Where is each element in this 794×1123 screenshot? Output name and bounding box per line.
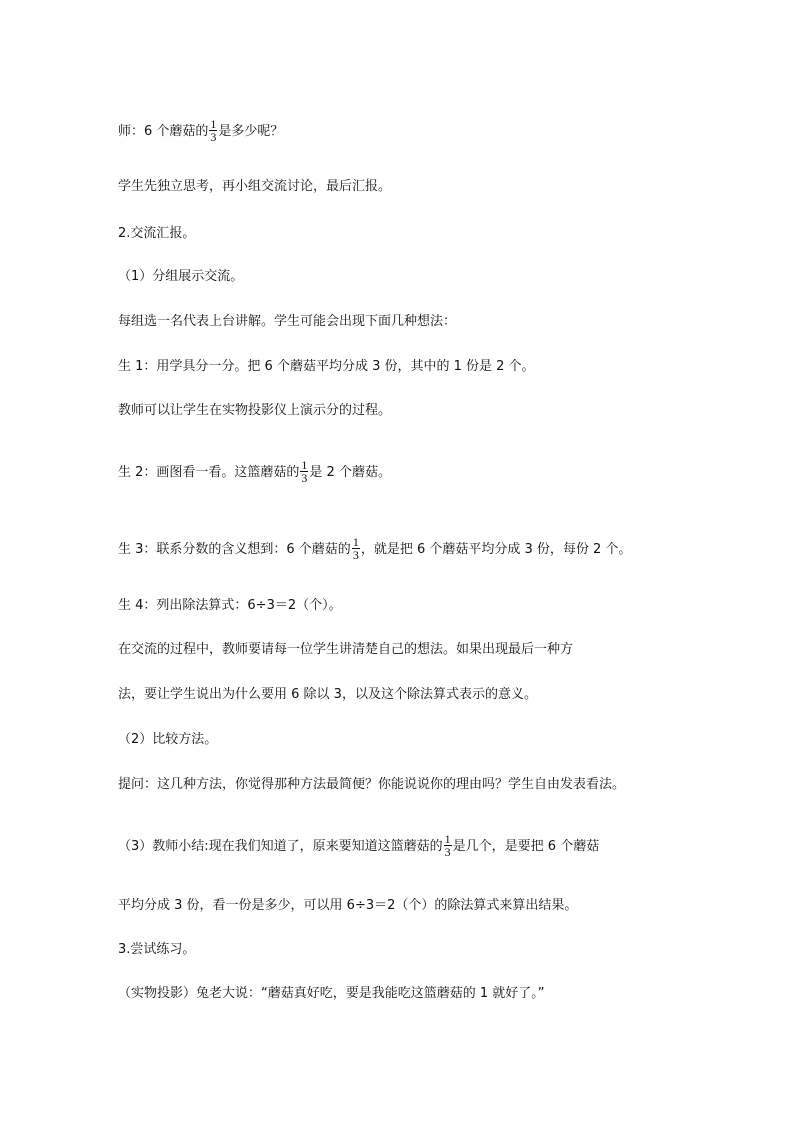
- paragraph-group-representative: 每组选一名代表上台讲解。学生可能会出现下面几种想法：: [118, 314, 457, 329]
- text-segment: （3）教师小结:现在我们知道了，原来要知道这篮蘑菇的: [118, 839, 443, 854]
- paragraph-teacher-question: [118, 119, 283, 144]
- text-segment: 生 2：画图看一看。这篮蘑菇的: [118, 465, 300, 480]
- paragraph-student-4: 生 4：列出除法算式：6÷3＝2（个）。: [118, 598, 342, 613]
- fraction-denominator: 3: [210, 130, 217, 144]
- paragraph-rabbit-says: （实物投影）兔老大说：“蘑菇真好吃，要是我能吃这篮蘑菇的 1 就好了。”: [118, 986, 545, 1001]
- paragraph-projector-demo: 教师可以让学生在实物投影仪上演示分的过程。: [118, 403, 392, 418]
- paragraph-student-2: [118, 460, 391, 485]
- fraction-numerator: 1: [444, 832, 451, 846]
- paragraph-independent-thinking: 学生先独立思考，再小组交流讨论，最后汇报。: [118, 179, 392, 194]
- text-segment: 生 3：联系分数的含义想到：6 个蘑菇的: [118, 542, 351, 557]
- section-heading-report: 2.交流汇报。: [118, 226, 196, 241]
- fraction-denominator: 3: [444, 845, 451, 859]
- fraction-numerator: 1: [352, 535, 359, 549]
- text-segment: 是多少呢？: [218, 124, 284, 139]
- paragraph-question: 提问：这几种方法，你觉得那种方法最简便？你能说说你的理由吗？学生自由发表看法。: [118, 777, 626, 792]
- paragraph-exchange-process: 在交流的过程中，教师要请每一位学生讲清楚自己的想法。如果出现最后一种方: [118, 642, 574, 657]
- paragraph-teacher-summary: [118, 834, 599, 859]
- fraction-one-third: [444, 833, 452, 858]
- paragraph-student-3: [118, 537, 631, 562]
- text-segment: ，就是把 6 个蘑菇平均分成 3 份，每份 2 个。: [360, 542, 632, 557]
- paragraph-exchange-process-cont: 法，要让学生说出为什么要用 6 除以 3，以及这个除法算式表示的意义。: [118, 687, 537, 702]
- fraction-denominator: 3: [301, 471, 308, 485]
- text-segment: 是 2 个蘑菇。: [309, 465, 391, 480]
- fraction-one-third: [352, 536, 360, 561]
- subheading-group-share: （1）分组展示交流。: [118, 269, 244, 284]
- fraction-one-third: [300, 459, 308, 484]
- fraction-denominator: 3: [352, 548, 359, 562]
- fraction-numerator: 1: [301, 458, 308, 472]
- section-heading-practice: 3.尝试练习。: [118, 942, 196, 957]
- text-segment: 师：6 个蘑菇的: [118, 124, 209, 139]
- paragraph-teacher-summary-cont: 平均分成 3 份，看一份是多少，可以用 6÷3＝2（个）的除法算式来算出结果。: [118, 898, 578, 913]
- text-segment: 是几个，是要把 6 个蘑菇: [452, 839, 600, 854]
- subheading-compare-methods: （2）比较方法。: [118, 732, 218, 747]
- fraction-one-third: [209, 118, 217, 143]
- fraction-numerator: 1: [210, 117, 217, 131]
- paragraph-student-1: 生 1：用学具分一分。把 6 个蘑菇平均分成 3 份，其中的 1 份是 2 个。: [118, 359, 535, 374]
